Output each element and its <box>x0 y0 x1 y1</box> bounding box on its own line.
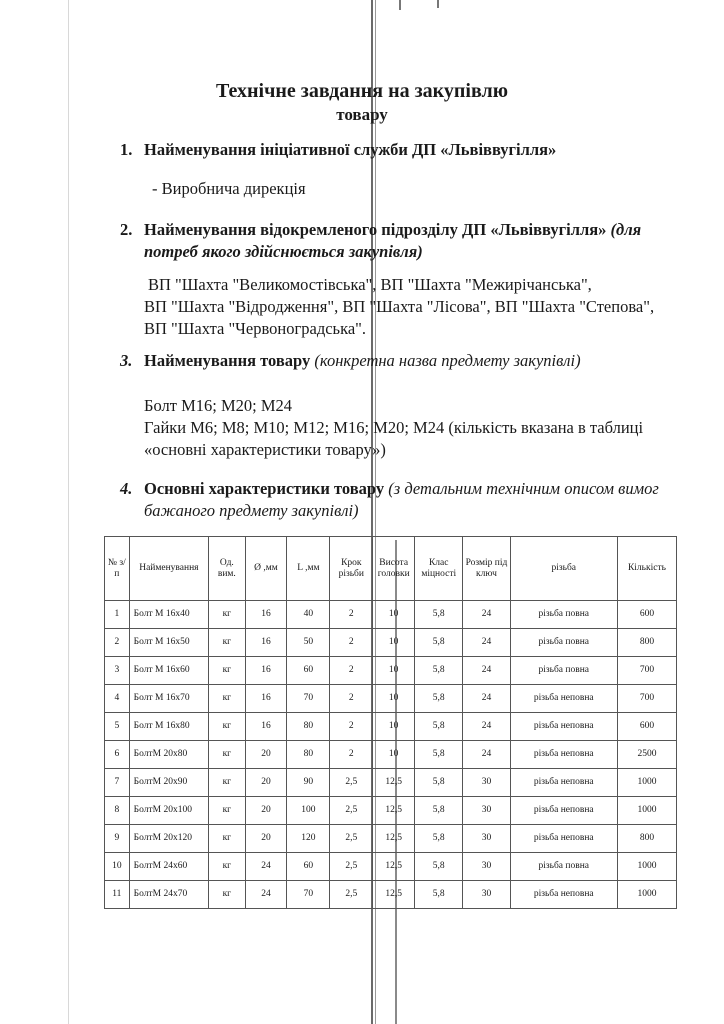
content-line: ВП "Шахта "Червоноградська". <box>144 319 367 338</box>
table-cell: 12,5 <box>373 769 415 797</box>
section-number: 4. <box>120 479 133 498</box>
column-header: Висота головки <box>373 537 415 601</box>
table-cell: кг <box>209 685 245 713</box>
table-cell: БолтМ 24х70 <box>129 881 208 909</box>
table-cell: БолтМ 20х80 <box>129 741 208 769</box>
table-cell: різьба неповна <box>510 769 617 797</box>
table-row <box>105 769 677 797</box>
table-cell: 10 <box>105 853 130 881</box>
table-cell: 5 <box>105 713 130 741</box>
column-header: Крок різьби <box>330 537 373 601</box>
table-cell: 60 <box>287 657 330 685</box>
content-line: Болт М16; М20; М24 <box>144 396 293 415</box>
table-cell: 5,8 <box>415 657 463 685</box>
table-cell: 30 <box>463 853 510 881</box>
table-cell: 2 <box>330 685 373 713</box>
table-cell: 800 <box>617 825 676 853</box>
table-cell: 70 <box>287 685 330 713</box>
table-cell: 5,8 <box>415 853 463 881</box>
table-cell: 24 <box>463 629 510 657</box>
table-cell: 1000 <box>617 769 676 797</box>
table-cell: 600 <box>617 713 676 741</box>
column-header: № з/п <box>105 537 130 601</box>
table-cell: 120 <box>287 825 330 853</box>
table-cell: 2,5 <box>330 769 373 797</box>
table-cell: 9 <box>105 825 130 853</box>
table-cell: 2 <box>330 657 373 685</box>
table-cell: 8 <box>105 797 130 825</box>
column-header: Кількість <box>617 537 676 601</box>
table-cell: Болт М 16х60 <box>129 657 208 685</box>
table-cell: 16 <box>245 685 287 713</box>
section-note: (з детальним технічним описом вимог <box>388 479 659 498</box>
column-header: Ø ,мм <box>245 537 287 601</box>
table-cell: різьба неповна <box>510 881 617 909</box>
table-cell: 5,8 <box>415 741 463 769</box>
table-cell: 4 <box>105 685 130 713</box>
table-cell: 50 <box>287 629 330 657</box>
column-header: L ,мм <box>287 537 330 601</box>
table-cell: 30 <box>463 797 510 825</box>
table-cell: 5,8 <box>415 685 463 713</box>
table-cell: БолтМ 20х90 <box>129 769 208 797</box>
section-heading: Найменування товару <box>144 351 311 370</box>
table-cell: різьба повна <box>510 853 617 881</box>
specifications-table <box>104 536 677 909</box>
table-cell: 16 <box>245 601 287 629</box>
table-cell: 10 <box>373 657 415 685</box>
table-row <box>105 657 677 685</box>
scan-left-edge <box>68 0 69 1024</box>
table-cell: Болт М 16х80 <box>129 713 208 741</box>
column-header: різьба <box>510 537 617 601</box>
table-cell: 1 <box>105 601 130 629</box>
table-cell: 5,8 <box>415 769 463 797</box>
table-cell: різьба неповна <box>510 741 617 769</box>
table-cell: 12,5 <box>373 853 415 881</box>
section-2 <box>120 219 690 263</box>
table-cell: кг <box>209 629 245 657</box>
table-cell: 24 <box>463 741 510 769</box>
table-cell: 80 <box>287 741 330 769</box>
table-cell: кг <box>209 657 245 685</box>
table-cell: 24 <box>245 853 287 881</box>
table-cell: 2 <box>330 629 373 657</box>
section-heading: Найменування відокремленого підрозділу ДП «Львіввугілля» <box>144 220 607 239</box>
table-cell: 16 <box>245 657 287 685</box>
document-title: Технічне завдання на закупівлю <box>215 80 509 102</box>
table-row <box>105 601 677 629</box>
table-cell: БолтМ 20х120 <box>129 825 208 853</box>
table-cell: 100 <box>287 797 330 825</box>
table-cell: 1000 <box>617 853 676 881</box>
table-cell: 30 <box>463 825 510 853</box>
table-cell: різьба неповна <box>510 825 617 853</box>
column-header: Клас міцності <box>415 537 463 601</box>
table-cell: 700 <box>617 685 676 713</box>
column-header: Найменування <box>129 537 208 601</box>
section-number: 1. <box>120 140 133 159</box>
section-1 <box>120 139 690 161</box>
table-cell: БолтМ 20х100 <box>129 797 208 825</box>
table-cell: 700 <box>617 657 676 685</box>
column-header: Од. вим. <box>209 537 245 601</box>
table-cell: 10 <box>373 629 415 657</box>
table-cell: 10 <box>373 741 415 769</box>
content-line: «основні характеристики товару») <box>144 440 386 459</box>
section-note-cont: потреб якого здійснюється закупівля) <box>144 242 423 261</box>
table-cell: 12,5 <box>373 881 415 909</box>
table-cell: 3 <box>105 657 130 685</box>
table-cell: кг <box>209 853 245 881</box>
table-cell: 5,8 <box>415 797 463 825</box>
table-row <box>105 741 677 769</box>
section-note: (конкретна назва предмету закупівлі) <box>314 351 581 370</box>
table-cell: 80 <box>287 713 330 741</box>
table-cell: 24 <box>463 685 510 713</box>
table-cell: 2,5 <box>330 881 373 909</box>
table-cell: 2 <box>330 741 373 769</box>
table-cell: кг <box>209 601 245 629</box>
table-cell: 10 <box>373 685 415 713</box>
table-row <box>105 825 677 853</box>
table-cell: 20 <box>245 741 287 769</box>
table-row <box>105 713 677 741</box>
section-note-cont: бажаного предмету закупівлі) <box>144 501 359 520</box>
scan-top-mark <box>399 0 401 10</box>
table-cell: 2,5 <box>330 797 373 825</box>
section-number: 3. <box>120 351 133 370</box>
table-cell: 2 <box>105 629 130 657</box>
table-cell: різьба неповна <box>510 797 617 825</box>
table-cell: 2 <box>330 601 373 629</box>
section-1-content: - Виробнича дирекція <box>152 179 306 198</box>
table-row <box>105 629 677 657</box>
content-line: Гайки М6; М8; М10; М12; М16; М20; М24 (кількість вказана в таблиці <box>144 418 644 437</box>
table-cell: різьба неповна <box>510 713 617 741</box>
section-3-content <box>144 395 688 461</box>
table-cell: 2,5 <box>330 825 373 853</box>
table-cell: 70 <box>287 881 330 909</box>
table-cell: 16 <box>245 713 287 741</box>
table-cell: 5,8 <box>415 881 463 909</box>
table-cell: 10 <box>373 601 415 629</box>
section-4 <box>120 478 690 522</box>
content-line: ВП "Шахта "Відродження", ВП "Шахта "Лісова", ВП "Шахта "Степова", <box>144 297 655 316</box>
table-cell: кг <box>209 825 245 853</box>
section-3 <box>120 350 690 372</box>
table-cell: 800 <box>617 629 676 657</box>
scan-top-mark <box>437 0 439 8</box>
section-number: 2. <box>120 220 133 239</box>
section-2-content <box>144 274 688 340</box>
table-cell: 12,5 <box>373 825 415 853</box>
table-cell: кг <box>209 769 245 797</box>
table-cell: 40 <box>287 601 330 629</box>
section-heading: Основні характеристики товару <box>144 479 385 498</box>
column-header: Розмір під ключ <box>463 537 510 601</box>
table-cell: різьба неповна <box>510 685 617 713</box>
table-cell: 5,8 <box>415 629 463 657</box>
content-line: ВП "Шахта "Великомостівська", ВП "Шахта "Межирічанська", <box>148 275 592 294</box>
table-cell: кг <box>209 797 245 825</box>
document-title-line2: товару <box>336 105 388 124</box>
table-row <box>105 797 677 825</box>
table-cell: 5,8 <box>415 713 463 741</box>
table-cell: 12,5 <box>373 797 415 825</box>
table-cell: 11 <box>105 881 130 909</box>
table-row <box>105 881 677 909</box>
table-cell: 2 <box>330 713 373 741</box>
table-header-row <box>105 537 677 601</box>
table-cell: різьба повна <box>510 601 617 629</box>
table-cell: 2,5 <box>330 853 373 881</box>
table-cell: 16 <box>245 629 287 657</box>
table-cell: 10 <box>373 713 415 741</box>
table-cell: 1000 <box>617 797 676 825</box>
table-cell: 90 <box>287 769 330 797</box>
table-cell: 24 <box>463 657 510 685</box>
table-row <box>105 685 677 713</box>
table-cell: 5,8 <box>415 601 463 629</box>
table-row <box>105 853 677 881</box>
table-cell: кг <box>209 713 245 741</box>
table-cell: кг <box>209 881 245 909</box>
table-cell: 2500 <box>617 741 676 769</box>
table-cell: 5,8 <box>415 825 463 853</box>
table-cell: 20 <box>245 825 287 853</box>
table-cell: 1000 <box>617 881 676 909</box>
table-cell: Болт М 16х50 <box>129 629 208 657</box>
table-cell: Болт М 16х40 <box>129 601 208 629</box>
table-cell: 60 <box>287 853 330 881</box>
table-cell: кг <box>209 741 245 769</box>
table-cell: 30 <box>463 881 510 909</box>
section-note: (для <box>610 220 642 239</box>
table-cell: різьба повна <box>510 657 617 685</box>
table-cell: 20 <box>245 797 287 825</box>
table-cell: Болт М 16х70 <box>129 685 208 713</box>
table-cell: 600 <box>617 601 676 629</box>
table-cell: різьба повна <box>510 629 617 657</box>
table-cell: 7 <box>105 769 130 797</box>
table-cell: 30 <box>463 769 510 797</box>
table-cell: 24 <box>245 881 287 909</box>
table-cell: 24 <box>463 713 510 741</box>
table-cell: 20 <box>245 769 287 797</box>
section-heading: Найменування ініціативної служби ДП «Львіввугілля» <box>144 140 557 159</box>
table-cell: 24 <box>463 601 510 629</box>
table-cell: 6 <box>105 741 130 769</box>
table-cell: БолтМ 24х60 <box>129 853 208 881</box>
